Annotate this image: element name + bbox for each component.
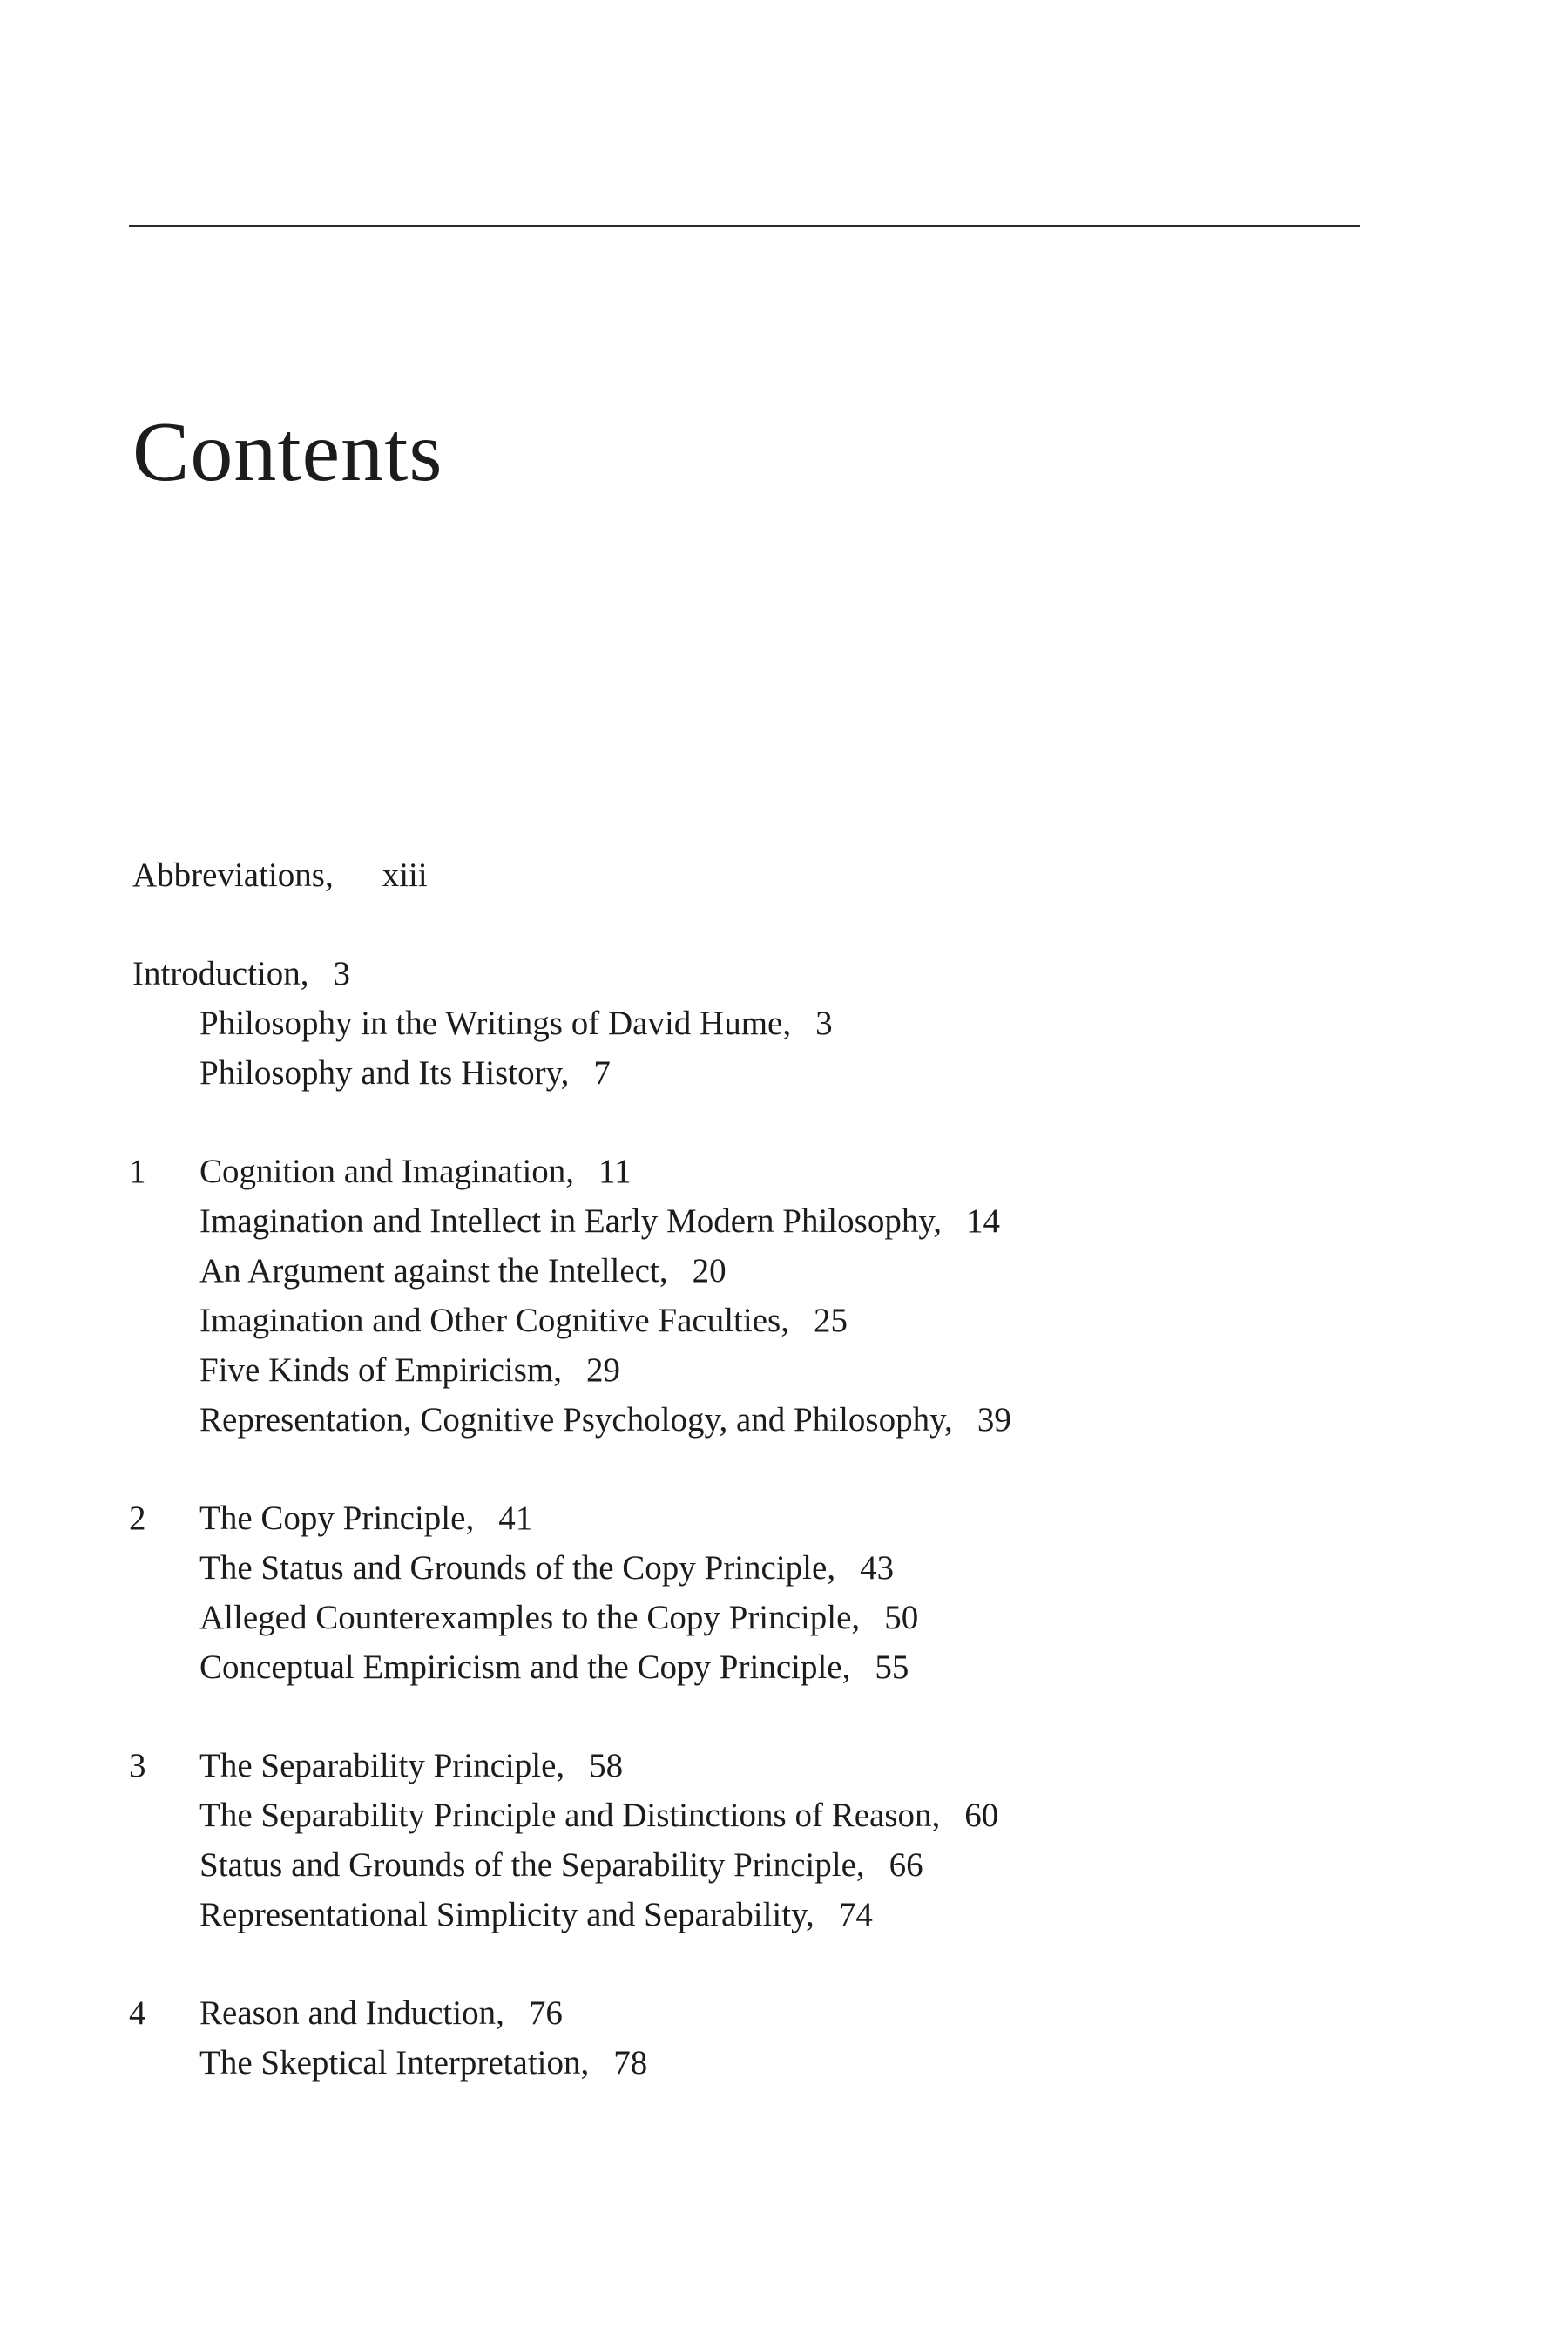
toc-section-title: Representation, Cognitive Psychology, and Philosophy, — [199, 1401, 953, 1439]
toc-chapter-page: 58 — [589, 1747, 624, 1784]
toc-section-title: Imagination and Intellect in Early Modern Philosophy, — [199, 1202, 943, 1240]
toc-chapter-entry[interactable] — [199, 1996, 563, 2030]
toc-section-entry[interactable] — [199, 1798, 998, 1832]
toc-section-page: 50 — [884, 1599, 919, 1636]
page-title: Contents — [132, 405, 443, 499]
toc-chapter-title: Cognition and Imagination, — [199, 1153, 575, 1190]
toc-entry-title: Abbreviations, — [132, 856, 334, 894]
chapter-number: 4 — [129, 1994, 146, 2032]
toc-chapter-page: 41 — [498, 1499, 533, 1537]
toc-chapter-entry[interactable] — [199, 1749, 623, 1783]
toc-section-page: 39 — [977, 1401, 1011, 1439]
chapter-number: 3 — [129, 1747, 146, 1784]
toc-section-title: Philosophy and Its History, — [199, 1054, 570, 1092]
toc-entry-title: Introduction, — [132, 955, 309, 992]
toc-section-page: 74 — [838, 1896, 873, 1933]
toc-section-entry[interactable] — [199, 1254, 727, 1288]
toc-section-entry[interactable] — [199, 1848, 923, 1882]
toc-entry-page: 3 — [333, 955, 351, 992]
toc-section-title: Conceptual Empiricism and the Copy Principle, — [199, 1648, 851, 1686]
toc-chapter-page: 76 — [528, 1994, 563, 2032]
toc-section-title: The Skeptical Interpretation, — [199, 2044, 590, 2082]
toc-section-title: Alleged Counterexamples to the Copy Principle, — [199, 1599, 861, 1636]
toc-section-page: 66 — [889, 1846, 923, 1884]
toc-section-page: 14 — [966, 1202, 1001, 1240]
toc-section-title: Status and Grounds of the Separability Principle, — [199, 1846, 865, 1884]
chapter-number: 2 — [129, 1499, 146, 1537]
toc-chapter-title: Reason and Induction, — [199, 1994, 504, 2032]
toc-section-page: 7 — [593, 1054, 611, 1092]
toc-entry-abbreviations[interactable] — [132, 858, 428, 892]
toc-section-entry[interactable] — [199, 1650, 909, 1684]
toc-section-entry[interactable] — [199, 1056, 611, 1090]
toc-section-title: Five Kinds of Empiricism, — [199, 1351, 562, 1389]
toc-section-entry[interactable] — [199, 1898, 873, 1932]
toc-section-entry[interactable] — [199, 1601, 918, 1635]
toc-section-entry[interactable] — [199, 1551, 894, 1585]
toc-section-title: Imagination and Other Cognitive Faculties, — [199, 1302, 789, 1339]
toc-chapter-title: The Copy Principle, — [199, 1499, 475, 1537]
toc-section-page: 60 — [964, 1797, 999, 1834]
toc-section-entry[interactable] — [199, 1204, 1000, 1238]
toc-section-title: The Separability Principle and Distinctions of Reason, — [199, 1797, 941, 1834]
toc-entry-page: xiii — [382, 856, 428, 894]
toc-section-entry[interactable] — [199, 2046, 647, 2080]
toc-section-page: 3 — [815, 1005, 833, 1042]
toc-section-page: 20 — [692, 1252, 727, 1290]
toc-chapter-page: 11 — [598, 1153, 632, 1190]
toc-section-page: 55 — [875, 1648, 909, 1686]
toc-section-entry[interactable] — [199, 1353, 620, 1387]
toc-chapter-entry[interactable] — [199, 1501, 532, 1535]
toc-section-title: An Argument against the Intellect, — [199, 1252, 668, 1290]
toc-chapter-title: The Separability Principle, — [199, 1747, 565, 1784]
toc-section-page: 29 — [585, 1351, 620, 1389]
toc-section-title: The Status and Grounds of the Copy Principle, — [199, 1549, 836, 1587]
chapter-number: 1 — [129, 1153, 146, 1190]
toc-section-page: 25 — [813, 1302, 848, 1339]
toc-section-entry[interactable] — [199, 1303, 848, 1337]
toc-chapter-entry[interactable] — [199, 1154, 632, 1188]
toc-entry-introduction[interactable] — [132, 957, 350, 991]
top-rule — [129, 225, 1360, 227]
toc-section-entry[interactable] — [199, 1403, 1011, 1437]
toc-section-entry[interactable] — [199, 1006, 833, 1040]
toc-section-title: Philosophy in the Writings of David Hume, — [199, 1005, 792, 1042]
toc-section-title: Representational Simplicity and Separability, — [199, 1896, 814, 1933]
toc-section-page: 78 — [613, 2044, 648, 2082]
toc-section-page: 43 — [860, 1549, 895, 1587]
